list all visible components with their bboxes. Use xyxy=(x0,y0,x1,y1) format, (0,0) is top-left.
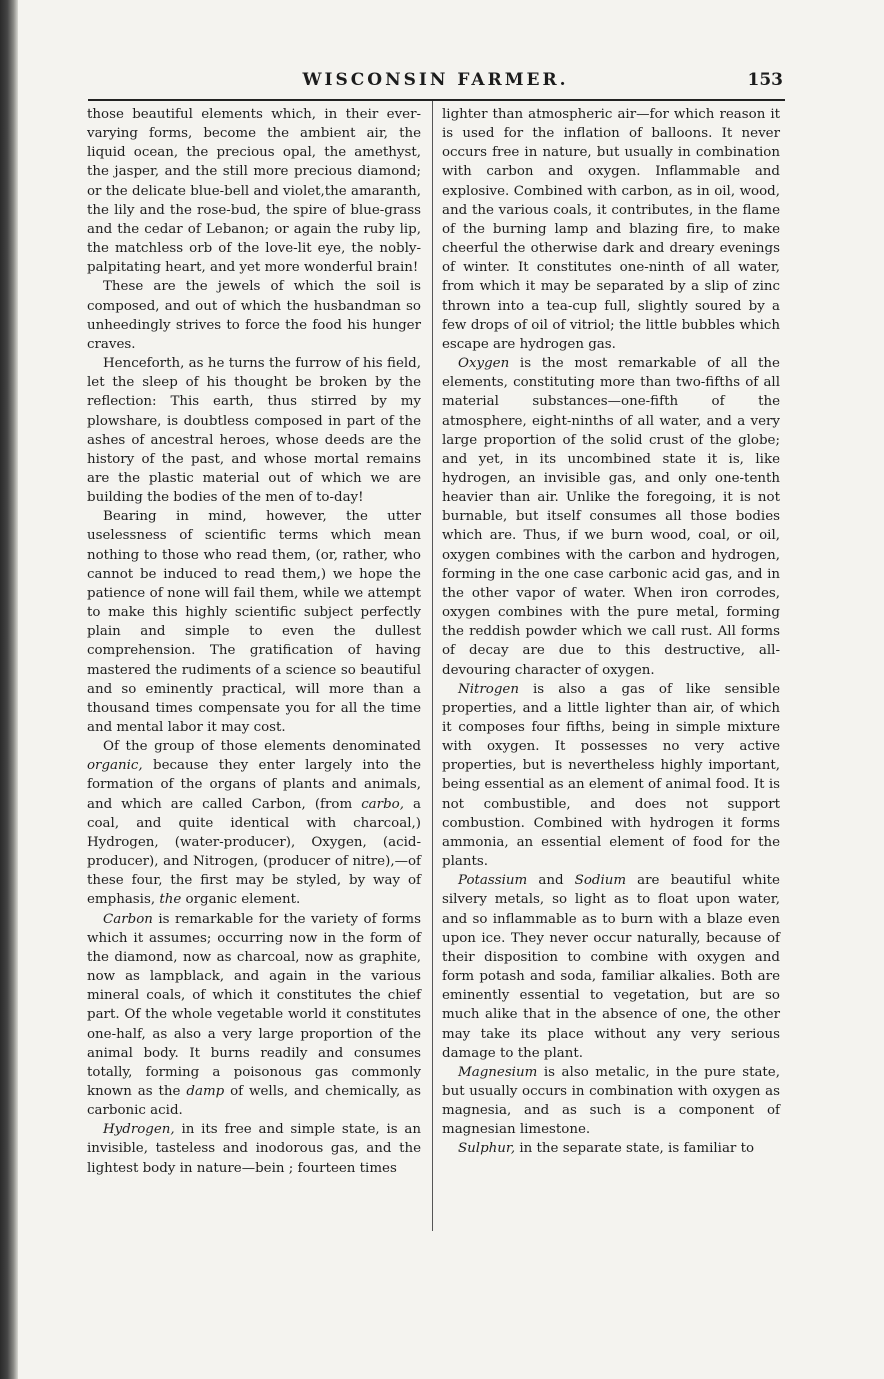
paragraph-potassium-sodium: Potassium and Sodium are beautiful white silvery metals, so light as to float upon water, and so inflammable as to burn with a blaze even upon ice. They never occur naturally, because of their disposition to combine with oxygen and form potash and soda, familiar alkalies. Both are eminently essential to vegetation, but are so much alike that in the absence of one, the other may take its place without any very serious damage to the plant. xyxy=(442,873,780,1061)
term: Magnesium xyxy=(458,1064,538,1080)
paragraph: Bearing in mind, however, the utter uselessness of scientific terms which mean nothing to those who read them, (or, rather, who cannot be induced to read them,) we hope the patience of none will fail them, while we attempt to make this highly scientific subject perfectly plain and simple to even the dullest comprehension. The gratification of having mastered the rudiments of a science so beautiful and so eminently practical, will more than a thousand times compensate you for all the time and mental labor it may cost. xyxy=(87,509,421,735)
paragraph-sulphur: Sulphur, in the separate state, is familiar to xyxy=(458,1141,755,1157)
term: Hydrogen, xyxy=(103,1122,175,1138)
page-number: 153 xyxy=(747,70,783,90)
paragraph-organic: Of the group of those elements denominated organic, because they enter largely into the formation of the organs of plants and animals, and which are called Carbon, (from carbo, a coal, and quite identical with charcoal,) Hydrogen, (water-producer), Oxygen, (acid-producer), and Nitrogen, (producer of nitre),—of these four, the first may be styled, by way of emphasis, the organic element. xyxy=(87,739,421,908)
paragraph-oxygen: Oxygen is the most remarkable of all the elements, constituting more than two-fifths of all material substances—one-fifth of the atmosphere, eight-ninths of all water, and a very large proportion of the solid crust of the globe; and yet, in its uncombined state it is, like hydrogen, an invisible gas, and only one-tenth heavier than air. Unlike the foregoing, it is not burnable, but itself consumes all those bodies which are. Thus, if we burn wood, coal, or oil, oxygen combines with the carbon and hydrogen, forming in the one case carbonic acid gas, and in the other vapor of water. When iron corrodes, oxygen combines with the pure metal, forming the reddish powder which we call rust. All forms of decay are due to this destructive, all-devouring character of oxygen. xyxy=(442,356,780,678)
column-divider xyxy=(432,101,433,1231)
paragraph-nitrogen: Nitrogen is also a gas of like sensible properties, and a little lighter than air, of which it composes four fifths, being in simple mixture with oxygen. It possesses no very active properties, but is nevertheless highly important, being essential as an element of animal food. It is not combustible, and does not support combustion. Combined with hydrogen it forms ammonia, an essential element of food for the plants. xyxy=(442,681,780,870)
paragraph-carbon: Carbon is remarkable for the variety of forms which it assumes; occurring now in the form of the diamond, now as charcoal, now as graphite, now as lampblack, and again in the various mineral coals, of which it constitutes the chief part. Of the whole vegetable world it constitutes one-half, as also a very large proportion of the animal body. It burns readily and consumes totally, forming a poisonous gas commonly known as the damp of wells, and chemically, as carbonic acid. xyxy=(87,911,421,1119)
paragraph: those beautiful elements which, in their ever-varying forms, become the ambient air, the liquid ocean, the precious opal, the amethyst, the jasper, and the still more precious diamond; or the delicate blue-bell and violet,the amaranth, the lily and the rose-bud, the spire of blue-grass and the cedar of Lebanon; or again the ruby lip, the matchless orb of the love-lit eye, the nobly-palpitating heart, and yet more wonderful brain! xyxy=(87,107,421,276)
left-column xyxy=(87,105,421,1178)
header-rule xyxy=(88,99,785,101)
paragraph-magnesium: Magnesium is also metalic, in the pure state, but usually occurs in combination with oxygen as magnesia, and as such is a component of magnesian limestone. xyxy=(442,1064,780,1138)
running-header xyxy=(88,70,783,94)
paragraph: lighter than atmospheric air—for which reason it is used for the inflation of balloons. It never occurs free in nature, but usually in combination with carbon and oxygen. Inflammable and explosive. Combined with carbon, as in oil, wood, and the various coals, it contributes, in the flame of the burning lamp and blazing fire, to make cheerful the otherwise dark and dreary evenings of winter. It constitutes one-ninth of all water, from which it may be separated by a slip of zinc thrown into a tea-cup full, slightly soured by a few drops of oil of vitriol; the little bubbles which escape are hydrogen gas. xyxy=(442,107,780,352)
term: Sodium xyxy=(574,873,627,889)
paragraph-hydrogen: Hydrogen, in its free and simple state, is an invisible, tasteless and inodorous gas, and the lightest body in nature—bein ; fourteen times xyxy=(87,1122,421,1176)
term: Nitrogen xyxy=(458,681,519,697)
term: Sulphur, xyxy=(458,1141,516,1157)
term: Carbon xyxy=(103,911,153,927)
right-column xyxy=(442,105,780,1159)
term: Potassium xyxy=(458,873,528,889)
paragraph: These are the jewels of which the soil is composed, and out of which the husbandman so unheedingly strives to force the food his hunger craves. xyxy=(87,279,421,352)
term: Oxygen xyxy=(458,356,510,372)
binding-edge xyxy=(0,0,18,1379)
journal-title: WISCONSIN FARMER. xyxy=(302,70,569,90)
paragraph: Henceforth, as he turns the furrow of his field, let the sleep of his thought be broken by the reflection: This earth, thus stirred by my plowshare, is doubtless composed in part of the ashes of ancestral heroes, whose deeds are the history of the past, and whose mortal remains are the plastic material out of which we are building the bodies of the men of to-day! xyxy=(87,356,421,506)
